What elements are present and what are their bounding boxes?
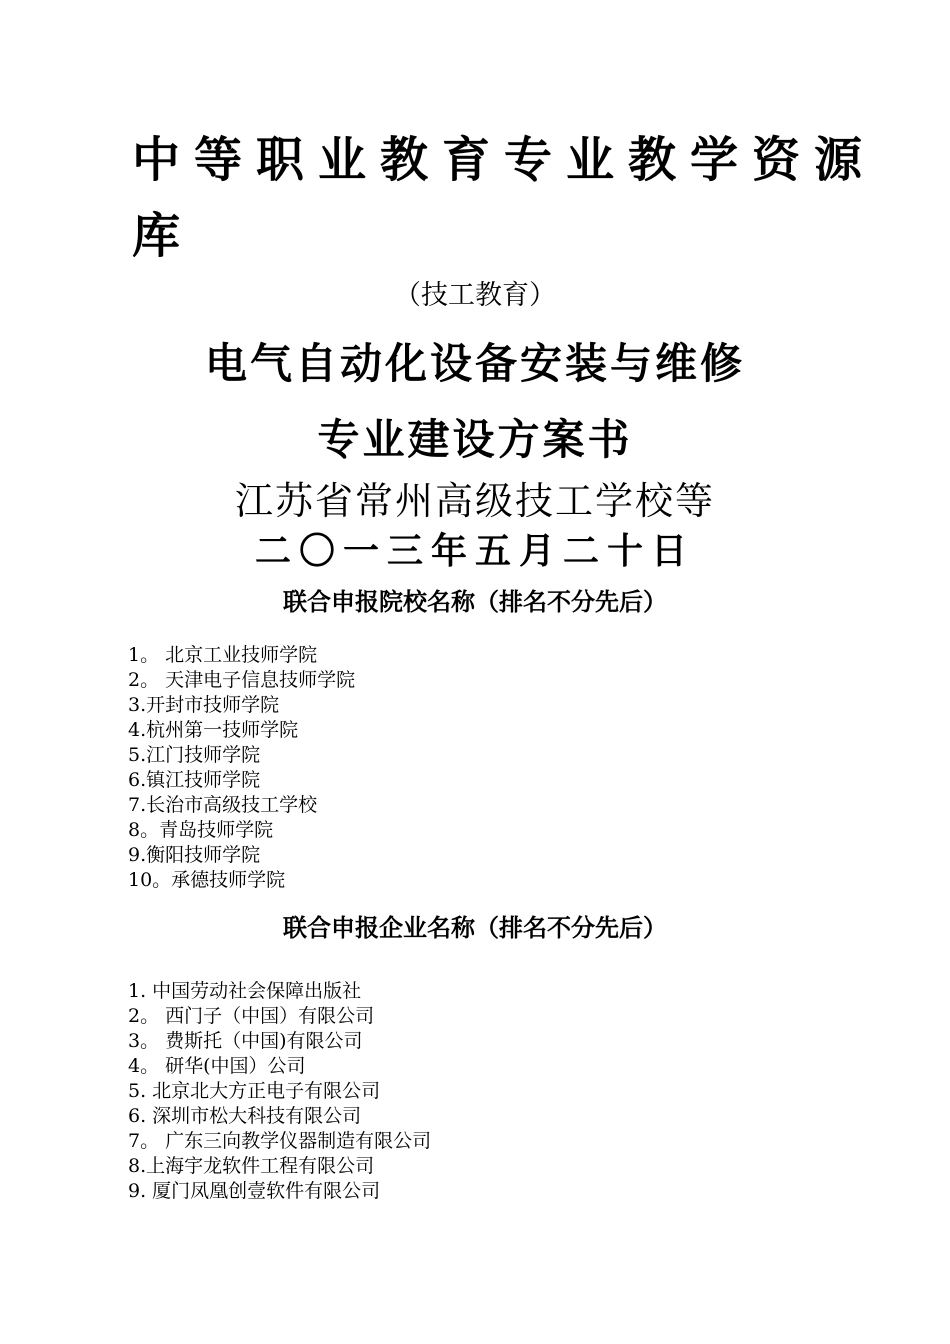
companies-heading: 联合申报企业名称（排名不分先后）	[283, 913, 667, 942]
document-title-line-1: 中等职业教育专业教学资源	[132, 132, 877, 188]
list-item: 1。 北京工业技师学院	[128, 644, 318, 666]
list-item: 4.杭州第一技师学院	[128, 719, 299, 741]
list-item: 9. 厦门凤凰创壹软件有限公司	[128, 1180, 381, 1202]
school-name: 江苏省常州高级技工学校等	[234, 479, 715, 523]
list-item: 9.衡阳技师学院	[128, 844, 261, 866]
list-item: 5.江门技师学院	[128, 744, 261, 766]
list-item: 6.镇江技师学院	[128, 769, 261, 791]
list-item: 10。承德技师学院	[128, 869, 286, 891]
list-item: 3.开封市技师学院	[128, 694, 280, 716]
list-item: 6. 深圳市松大科技有限公司	[128, 1105, 362, 1127]
colleges-list	[128, 643, 355, 893]
list-item: 2。 天津电子信息技师学院	[128, 669, 356, 691]
list-item: 1. 中国劳动社会保障出版社	[128, 980, 362, 1002]
document-title-line-2: 库	[132, 208, 181, 264]
document-subtitle: （技工教育）	[394, 280, 556, 311]
list-item: 7。 广东三向教学仪器制造有限公司	[128, 1130, 432, 1152]
document-date: 二〇一三年五月二十日	[254, 530, 695, 572]
major-title-line-1: 电气自动化设备安装与维修	[204, 339, 745, 388]
list-item: 4。 研华(中国）公司	[128, 1055, 306, 1077]
list-item: 8.上海宇龙软件工程有限公司	[128, 1155, 375, 1177]
companies-list	[128, 979, 431, 1204]
major-title-line-2: 专业建设方案书	[317, 415, 633, 464]
colleges-heading: 联合申报院校名称（排名不分先后）	[283, 587, 667, 616]
list-item: 3。 费斯托（中国)有限公司	[128, 1030, 363, 1052]
list-item: 2。 西门子（中国）有限公司	[128, 1005, 375, 1027]
list-item: 7.长治市高级技工学校	[128, 794, 318, 816]
list-item: 5. 北京北大方正电子有限公司	[128, 1080, 381, 1102]
list-item: 8。青岛技师学院	[128, 819, 274, 841]
